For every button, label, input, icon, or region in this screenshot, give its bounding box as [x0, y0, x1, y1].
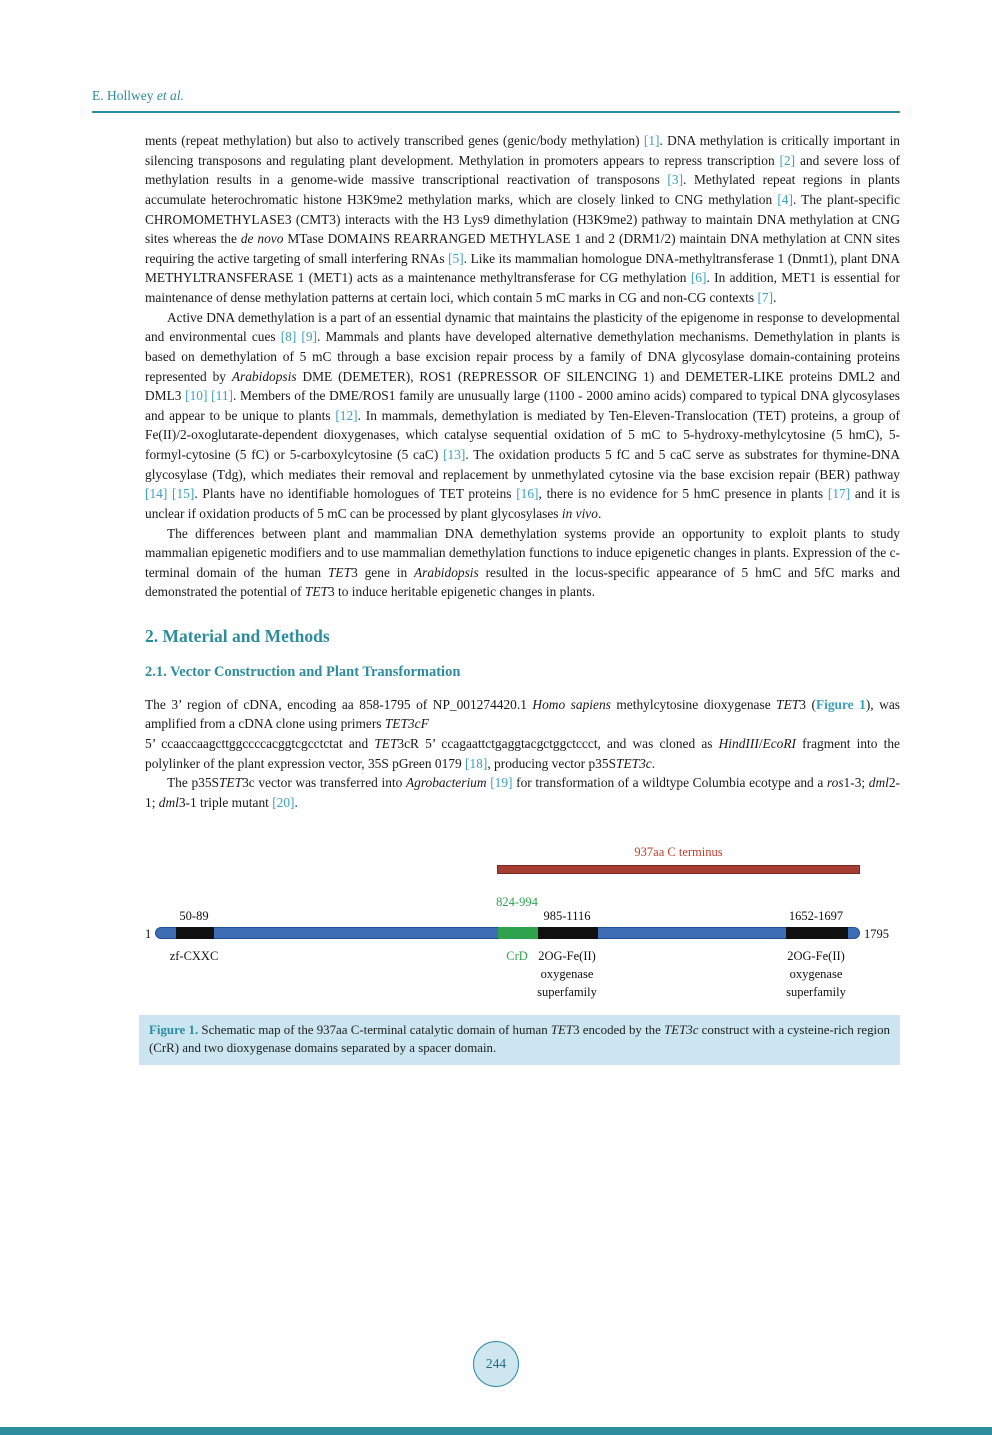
text-segment: Arabidopsis [414, 564, 479, 580]
domain-segment-2og-fe-ii-oxygenase-superfamily [538, 927, 598, 939]
citation-link[interactable]: [17] [827, 486, 851, 502]
text-segment: . Plants have no identifiable homologues of TET proteins [194, 486, 517, 502]
text-segment: EcoRI [762, 736, 797, 752]
text-segment: dml [868, 775, 889, 791]
text-segment: Schematic map of the 937aa C-terminal catalytic domain of human [198, 1022, 551, 1037]
citation-link[interactable]: [1] [643, 133, 660, 148]
figure1-diagram [145, 843, 900, 1005]
text-segment: The differences between plant and mammalian DNA demethylation systems provide an opportunity to exploit plants to study mammalian epigenetic modifiers and to use mammalian demethylation functions to induce epigenetic changes in plants. Expression of the c-terminal domain of the human [145, 525, 900, 580]
text-segment: TET [776, 696, 800, 712]
citation-link[interactable]: [14] [145, 486, 168, 502]
text-segment: . Like its mammalian homologue DNA-methyltransferase 1 (Dnmt1), plant DNA METHYLTRANSFERASE 1 (MET1) acts as a maintenance methyltransferase for CG methylation [145, 250, 900, 286]
text-segment: 3c vector was transferred into [242, 775, 406, 791]
text-segment: The 3’ region of cDNA, encoding aa 858-1795 of NP_001274420.1 [145, 696, 533, 712]
domain-segment-crd [498, 927, 538, 939]
text-segment: . [773, 290, 777, 305]
text-segment: de novo [240, 231, 284, 247]
text-segment: Agrobacterium [405, 775, 487, 791]
footer-bar [0, 1427, 992, 1435]
section-heading-methods: 2. Material and Methods [145, 626, 330, 646]
text-segment: 2-1; [145, 775, 900, 810]
text-segment: Figure 1. [149, 1022, 199, 1037]
text-segment: . [651, 755, 656, 771]
citation-link[interactable]: [4] [777, 191, 793, 207]
citation-link[interactable]: [11] [211, 388, 233, 404]
citation-link[interactable]: [10] [185, 388, 208, 404]
text-segment: TET3c [664, 1022, 699, 1037]
citation-link[interactable]: [18] [465, 755, 488, 771]
citation-link[interactable]: [19] [490, 775, 513, 791]
text-segment: and severe loss of methylation results in a genome-wide massive transcriptional reactivation of transposons [145, 152, 900, 188]
paragraph [145, 524, 900, 603]
protein-bar [155, 927, 860, 939]
domain-segment-zf-cxxc [176, 927, 214, 939]
text-segment: Homo sapiens [532, 696, 611, 712]
text-segment: MTase DOMAINS REARRANGED METHYLASE 1 and 2 (DRM1/2) maintain DNA methylation at CNN sites requiring the active targeting of small interfering RNAs [145, 231, 900, 266]
text-segment: dml [158, 794, 179, 810]
text-segment: TET3c [616, 755, 652, 771]
text-segment: and it is unclear if oxidation products of 5 mC can be processed by plant glycosylases [145, 486, 900, 521]
text-segment: TET [327, 564, 352, 580]
domain-range-label-crd: 824-994 [496, 894, 538, 909]
paragraph [145, 131, 900, 308]
text-segment: The p35S [167, 775, 219, 791]
text-segment: in vivo [561, 505, 598, 521]
running-head-authors: E. Hollwey [92, 88, 157, 103]
figure-title-label: 937aa C terminus [634, 844, 723, 859]
paragraph [145, 695, 900, 774]
running-head-etal: et al. [156, 88, 184, 103]
text-segment: . Mammals and plants have developed alternative demethylation mechanisms. Demethylation in plants is based on demethylation of 5 mC through a base excision repair process by a family of DNA glycosylase domain-containing proteins represented by [145, 329, 901, 384]
text-segment: TET [550, 1022, 574, 1037]
intro-paragraphs [145, 131, 900, 602]
text-segment: 3-1 triple mutant [178, 794, 273, 810]
text-segment: ments (repeat methylation) but also to actively transcribed genes (genic/body methylation) [145, 133, 644, 148]
text-segment: 3cR 5’ ccagaattctgaggtacgctggctccct, and was cloned as [397, 736, 719, 752]
text-segment: . In addition, MET1 is essential for maintenance of dense methylation patterns at certain loci, which contain 5 mC marks in CG and non-CG contexts [145, 270, 900, 305]
domain-name-label-zf-cxxc: zf-CXXC [169, 948, 219, 963]
text-segment: , producing vector p35S [487, 755, 617, 771]
text-segment: construct with a cysteine-rich region (CrR) and two dioxygenase domains separated by a spacer domain. [149, 1022, 891, 1056]
text-segment: . DNA methylation is critically important in silencing transposons and regulating plant development. Methylation in promoters appears to repress transcription [145, 133, 900, 168]
text-segment: . Methylated repeat regions in plants accumulate heterochromatic histone H3K9me2 methylation marks, which are closely linked to CNG methylation [145, 172, 900, 207]
text-segment: TET [218, 775, 243, 791]
page-number-badge [473, 1341, 519, 1387]
text-segment: TET3cF [384, 716, 429, 732]
text-segment: . [597, 505, 602, 521]
text-segment: . In mammals, demethylation is mediated by Ten-Eleven-Translocation (TET) proteins, a group of Fe(II)/2-oxoglutarate-dependent dioxygenases, which catalyse sequential oxidation of 5 mC to 5-hydroxy-methylcytosine (5 hmC), 5-formyl-cytosine (5 fC) or 5-carboxylcytosine (5 caC) [145, 407, 900, 462]
paragraph [145, 308, 900, 524]
figure-reference-link[interactable]: Figure 1 [815, 696, 866, 712]
citation-link[interactable]: [6] [690, 270, 707, 286]
domain-range-label-2og-fe-ii-oxygenase-superfamily: 985-1116 [543, 908, 591, 923]
text-segment: DME (DEMETER), ROS1 (REPRESSOR OF SILENCING 1) and DEMETER-LIKE proteins DML2 and DML3 [145, 368, 900, 404]
text-segment: HindIII [718, 736, 759, 752]
figure1-caption [139, 1015, 900, 1065]
citation-link[interactable]: [3] [667, 172, 684, 188]
subsection-heading-vector: 2.1. Vector Construction and Plant Transformation [145, 663, 461, 680]
page [0, 88, 992, 1065]
text-segment: . Members of the DME/ROS1 family are unusually large (1100 - 2000 amino acids) compared to typical DNA glycosylases and appear to be unique to plants [145, 388, 900, 423]
text-segment: ros [826, 775, 844, 791]
text-segment: 1-3; [843, 775, 869, 791]
text-segment: TET [304, 584, 328, 600]
text-segment: / [758, 736, 763, 752]
text-segment: 5’ ccaaccaagcttggccccacggtcgcctctat and [145, 736, 375, 752]
text-segment: 3 gene in [351, 564, 414, 580]
text-segment: TET [374, 736, 398, 752]
running-head [92, 88, 900, 104]
text-segment: methylcytosine dioxygenase [610, 696, 777, 712]
text-segment: 3 to induce heritable epigenetic changes in plants. [327, 584, 595, 600]
text-segment: for transformation of a wildtype Columbia ecotype and a [512, 775, 827, 791]
citation-link[interactable]: [12] [335, 407, 358, 423]
axis-end-label: 1795 [864, 926, 889, 941]
citation-link[interactable]: [2] [779, 152, 796, 168]
text-segment: ), was amplified from a cDNA clone using primers [145, 696, 900, 732]
citation-link[interactable]: [13] [443, 447, 466, 462]
domain-name-label-crd: CrD [506, 948, 528, 963]
domain-range-label-zf-cxxc: 50-89 [179, 908, 209, 923]
domain-range-label-2og-fe-ii-oxygenase-superfamily: 1652-1697 [788, 908, 844, 923]
citation-link[interactable]: [9] [301, 329, 318, 345]
domain-name-label-2og-fe-ii-oxygenase-superfamily: 2OG-Fe(II) oxygenase superfamily [537, 948, 597, 999]
domain-segment-2og-fe-ii-oxygenase-superfamily [786, 927, 848, 939]
text-segment: resulted in the locus-specific appearance of 5 hmC and 5fC marks and demonstrated the potential of [145, 564, 900, 600]
text-segment: . [294, 794, 298, 810]
article-body [145, 131, 900, 1065]
axis-start-label: 1 [145, 926, 152, 941]
text-segment: , there is no evidence for 5 hmC presence in plants [538, 486, 828, 502]
citation-link[interactable]: [20] [272, 794, 295, 810]
text-segment: 3 encoded by the [573, 1022, 665, 1037]
text-segment: fragment into the polylinker of the plant expression vector, 35S pGreen 0179 [145, 736, 900, 771]
c-terminus-bar [497, 865, 860, 874]
domain-name-label-2og-fe-ii-oxygenase-superfamily: 2OG-Fe(II) oxygenase superfamily [786, 948, 846, 999]
citation-link[interactable]: [16] [516, 486, 539, 502]
citation-link[interactable]: [7] [757, 290, 774, 305]
text-segment: Active DNA demethylation is a part of an essential dynamic that maintains the plasticity of the epigenome in response to developmental and environmental cues [145, 309, 900, 345]
citation-link[interactable]: [5] [448, 250, 464, 266]
header-rule [92, 111, 900, 113]
text-segment: . The plant-specific CHROMOMETHYLASE3 (CMT3) interacts with the H3 Lys9 dimethylation (H3K9me2) pathway to maintain DNA methylation at CNG sites whereas the [145, 191, 900, 247]
paragraph [145, 773, 900, 812]
page-number: 244 [485, 1356, 507, 1371]
text-segment: 3 ( [799, 696, 816, 712]
citation-link[interactable]: [8] [280, 329, 297, 345]
text-segment: . The oxidation products 5 fC and 5 caC serve as substrates for thymine-DNA glycosylase (Tdg), which mediates their removal and replacement by unmethylated cytosine via the base excision repair (BER) pathway [145, 447, 900, 482]
citation-link[interactable]: [15] [172, 486, 195, 502]
text-segment: Arabidopsis [231, 368, 297, 384]
methods-paragraphs [145, 695, 900, 813]
